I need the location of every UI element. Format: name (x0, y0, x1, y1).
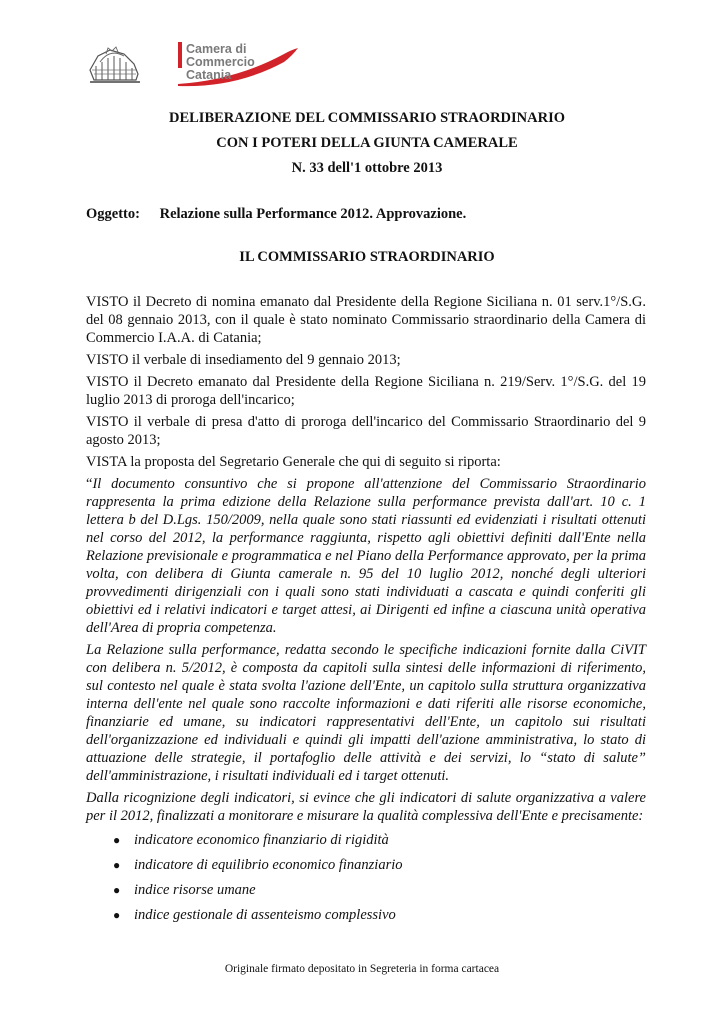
paragraph-visto-nomina: VISTO il Decreto di nomina emanato dal Presidente della Regione Siciliana n. 01 serv.1°/S.G. del 08 gennaio 2013, con il quale è stato nominato Commissario straordinario della Camera di Commercio I.A.A. di Catania; (86, 294, 646, 346)
section-heading: IL COMMISSARIO STRAORDINARIO (239, 249, 495, 265)
subject-label: Oggetto: (86, 206, 140, 222)
organization-name-line1: Camera di Commercio (186, 42, 255, 69)
chamber-logo (86, 40, 306, 90)
indicator-text: indice gestionale di assenteismo complessivo (134, 907, 396, 923)
subject-line (86, 206, 466, 223)
quote-open-mark: “ (86, 476, 93, 492)
title-line-1: DELIBERAZIONE DEL COMMISSARIO STRAORDINARIO (168, 110, 565, 126)
bullet-icon: ● (113, 883, 121, 897)
quote-paragraph-3: Dalla ricognizione degli indicatori, si evince che gli indicatori di salute organizzativa a valere per il 2012, finalizzati a monitorare e misurare la qualità complessiva dell'Ente e precisamente: (86, 790, 646, 824)
quote-paragraph-1 (86, 475, 646, 637)
page-footer: Originale firmato depositato in Segreteria in forma cartacea (224, 963, 500, 975)
paragraph-visto-insediamento: VISTO il verbale di insediamento del 9 gennaio 2013; (86, 352, 401, 368)
organization-name (186, 43, 306, 82)
deliberation-number: N. 33 dell'1 ottobre 2013 (291, 160, 443, 176)
paragraph-visto-proroga: VISTO il Decreto emanato dal Presidente della Regione Siciliana n. 219/Serv. 1°/S.G. del 19 luglio 2013 di proroga dell'incarico; (86, 374, 646, 408)
paragraph-visto-presa-atto: VISTO il verbale di presa d'atto di proroga dell'incarico del Commissario Straordinario del 9 agosto 2013; (86, 414, 646, 448)
paragraph-vista-proposta: VISTA la proposta del Segretario Generale che qui di seguito si riporta: (86, 454, 501, 470)
quote-paragraph-1-text: Il documento consuntivo che si propone all'attenzione del Commissario Straordinario rappresenta la prima edizione della Relazione sulla performance prevista dall'art. 10 c. 1 lettera b del D.Lgs. 150/2009, nella quale sono stati riassunti ed evidenziati i risultati ottenuti nel corso del 2012, la performance raggiunta, rispetto agli obiettivi definiti dall'Ente nella Relazione previsionale e programmatica e nel Piano della Performance approvato, per la prima volta, con delibera di Giunta camerale n. 95 del 10 luglio 2012, nonché degli ulteriori provvedimenti dirigenziali con i quali sono stati individuati a cascata e quindi conferiti gli obiettivi ed i relativi indicatori e target attesi, ai Dirigenti ed infine a ciascuna unità operativa dell'Area di propria competenza. (86, 476, 646, 636)
organization-name-line2: Catania (186, 68, 232, 82)
subject-text: Relazione sulla Performance 2012. Approvazione. (159, 206, 467, 222)
bullet-icon: ● (113, 908, 121, 922)
indicator-text: indicatore di equilibrio economico finanziario (134, 857, 403, 873)
list-item (86, 881, 646, 906)
list-item (86, 856, 646, 881)
list-item (86, 906, 646, 931)
bullet-icon: ● (113, 858, 121, 872)
title-line-2: CON I POTERI DELLA GIUNTA CAMERALE (216, 135, 518, 151)
quote-paragraph-2: La Relazione sulla performance, redatta secondo le specifiche indicazioni fornite dalla CiVIT con delibera n. 5/2012, è composta da capitoli sulla sintesi delle informazioni di riferimento, sul contesto nel quale è stata svolta l'azione dell'Ente, un capitolo sulla struttura organizzativa interna dell'ente nel quale sono raccolte informazioni e dati riferiti alle risorse economiche, finanziarie ed umane, su indicatori rappresentativi dell'Ente, un capitolo sui risultati dell'organizzazione ed individuali e quindi gli impatti dell'azione amministrativa, lo stato di attuazione delle strategie, il portafoglio delle attività e dei servizi, lo “stato di salute” dell'amministrazione, i risultati individuali ed i target ottenuti. (86, 642, 646, 784)
indicator-text: indicatore economico finanziario di rigidità (134, 832, 389, 848)
indicator-list (86, 831, 646, 931)
indicator-text: indice risorse umane (134, 882, 256, 898)
body-text (86, 293, 646, 931)
list-item (86, 831, 646, 856)
bullet-icon: ● (113, 833, 121, 847)
